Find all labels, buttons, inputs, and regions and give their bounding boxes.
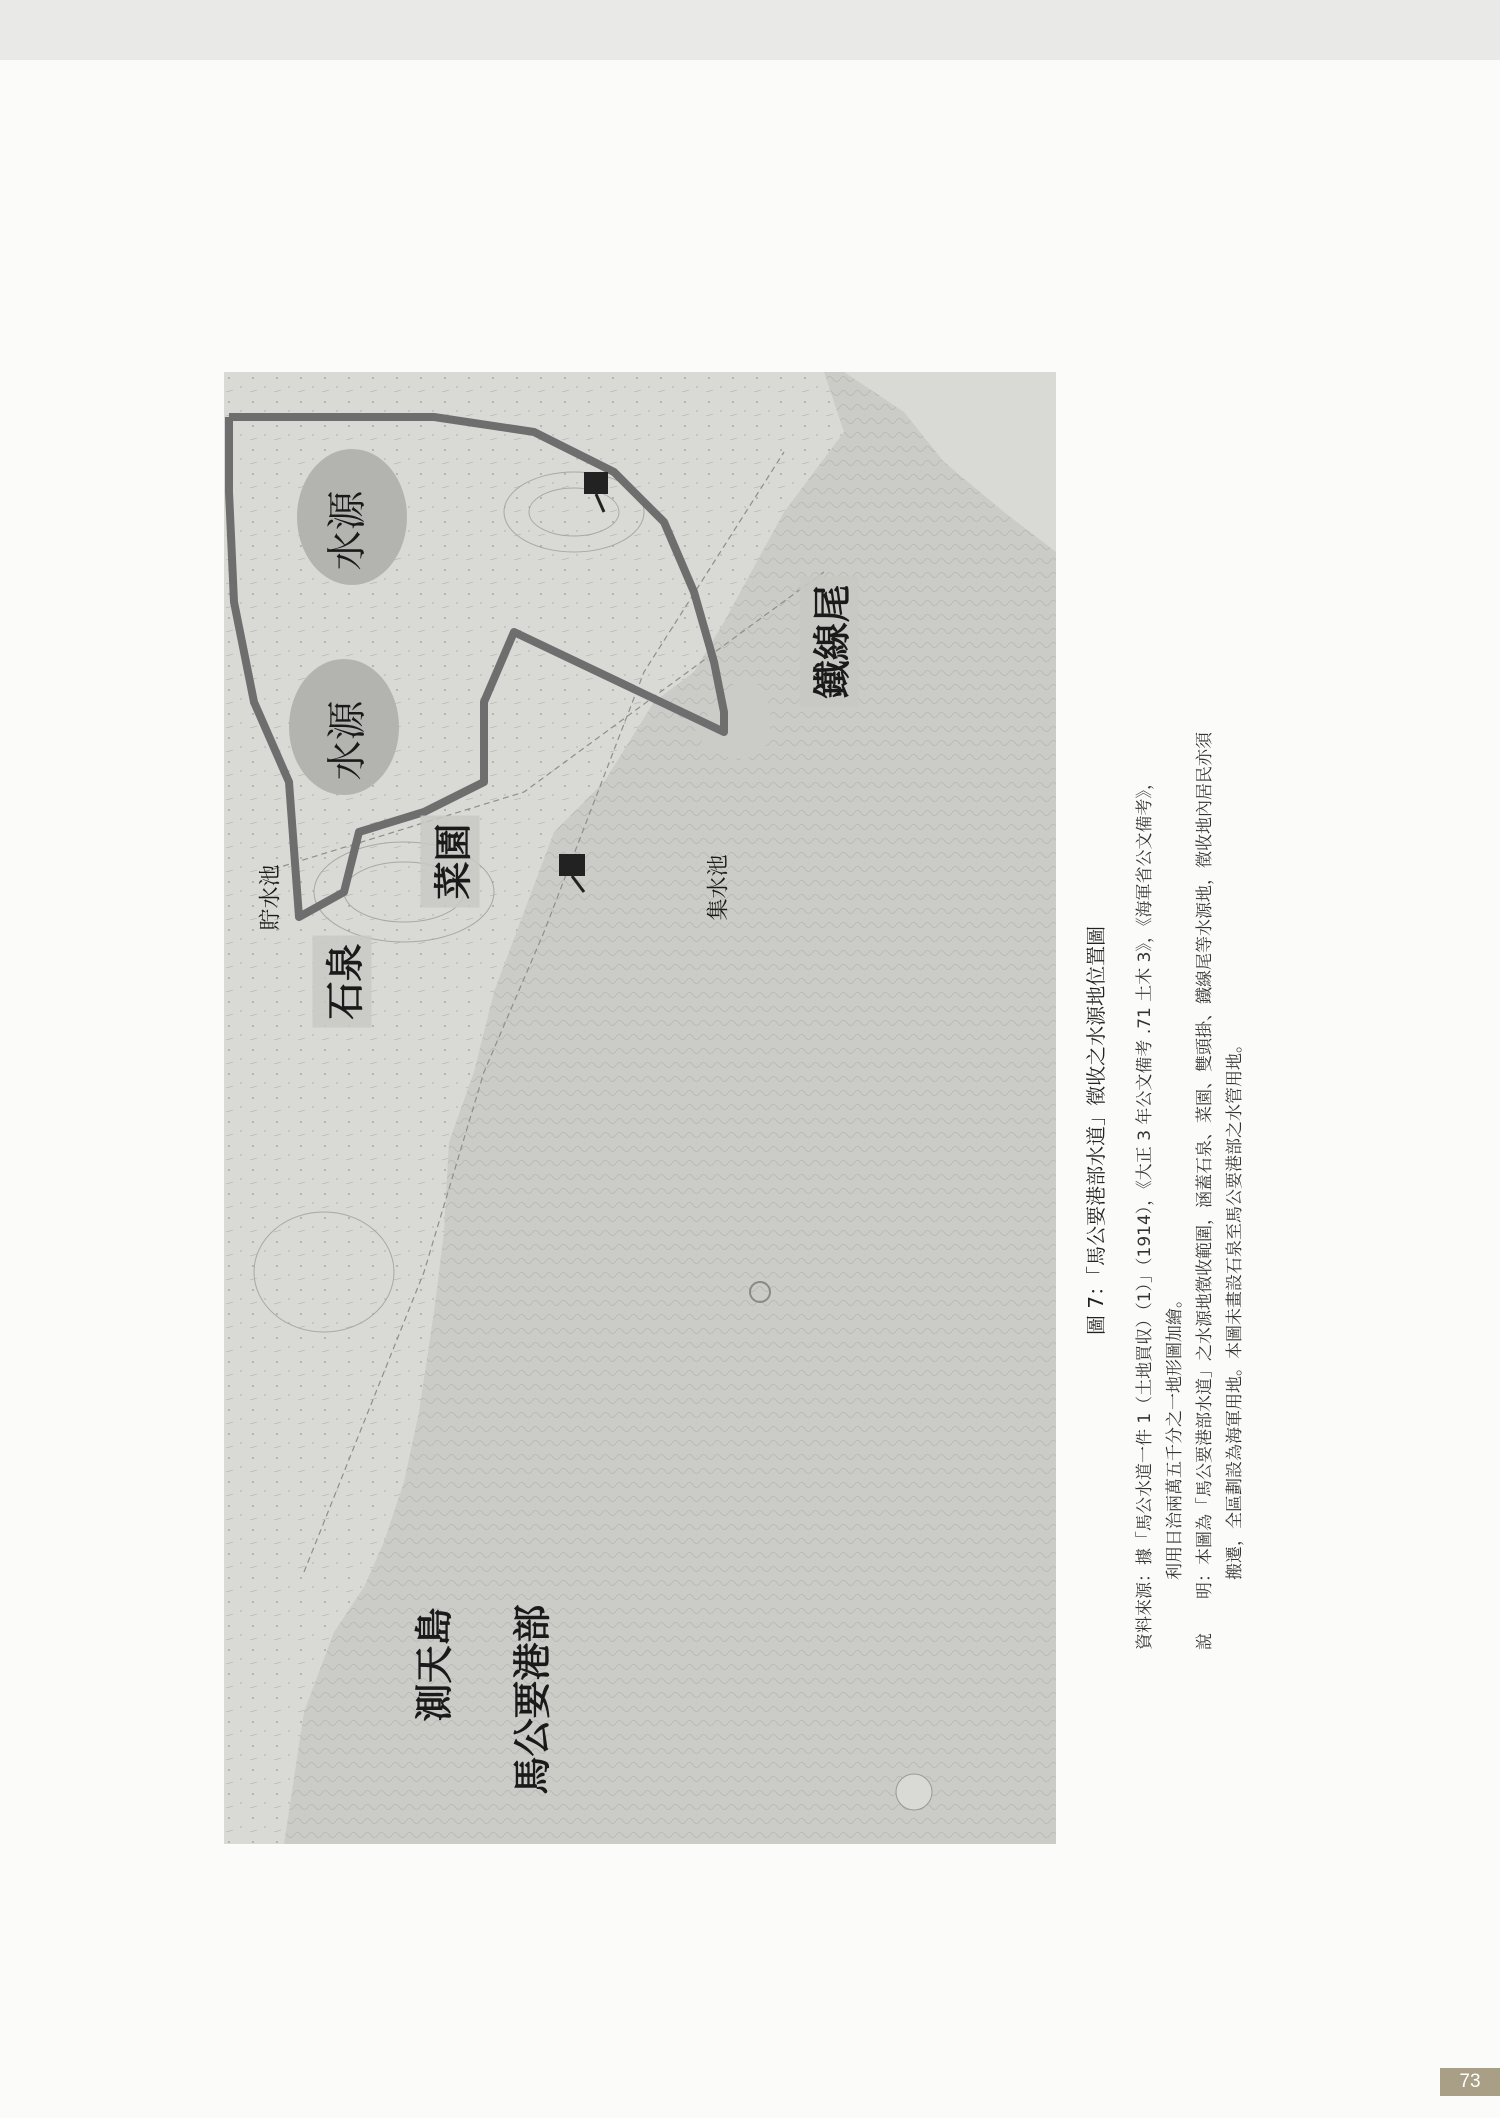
note-line-1: 說 明：本圖為「馬公要港部水道」之水源地徵收範圍，涵蓋石泉、菜園、雙頭掛、鐵線尾等水源地，徵收地內居民亦須 [1195,732,1215,1650]
source-line-1: 資料來源：據「馬公水道一件 1（土地買収）（1）」（1914），《大正 3 年公文備考 .71 土木 3》，《海軍省公文備考》， [1135,773,1155,1650]
cetiandao-label: 測天島 [412,1607,457,1722]
water-source-label-1: 水源 [324,490,371,571]
source-line-2: 利用日治兩萬五千分之一地形圖加繪。 [1165,1291,1185,1580]
reservoir-marker [584,472,608,494]
shiquan-label: 石泉 [313,935,372,1027]
water-source-label-2: 水源 [324,700,371,781]
small-island [896,1774,932,1810]
page-top-band [0,0,1500,60]
map-graphics [224,372,1056,1844]
historical-map [224,372,1056,1844]
page-number: 73 [1440,2068,1500,2096]
collection-pond-marker [559,854,585,876]
note-line-2: 搬遷，全區劃設為海軍用地。本圖未畫設石泉至馬公要港部之水管用地。 [1225,1036,1245,1580]
figure-caption-title: 圖 7：「馬公要港部水道」徵收之水源地位置圖 [1084,925,1108,1335]
reservoir-label: 貯水池 [258,864,284,931]
tiexianwei-label: 鐵線尾 [800,576,859,706]
caiyuan-label: 菜園 [421,815,480,907]
collection-pond-label: 集水池 [706,854,732,921]
magong-port-label: 馬公要港部 [510,1604,555,1795]
